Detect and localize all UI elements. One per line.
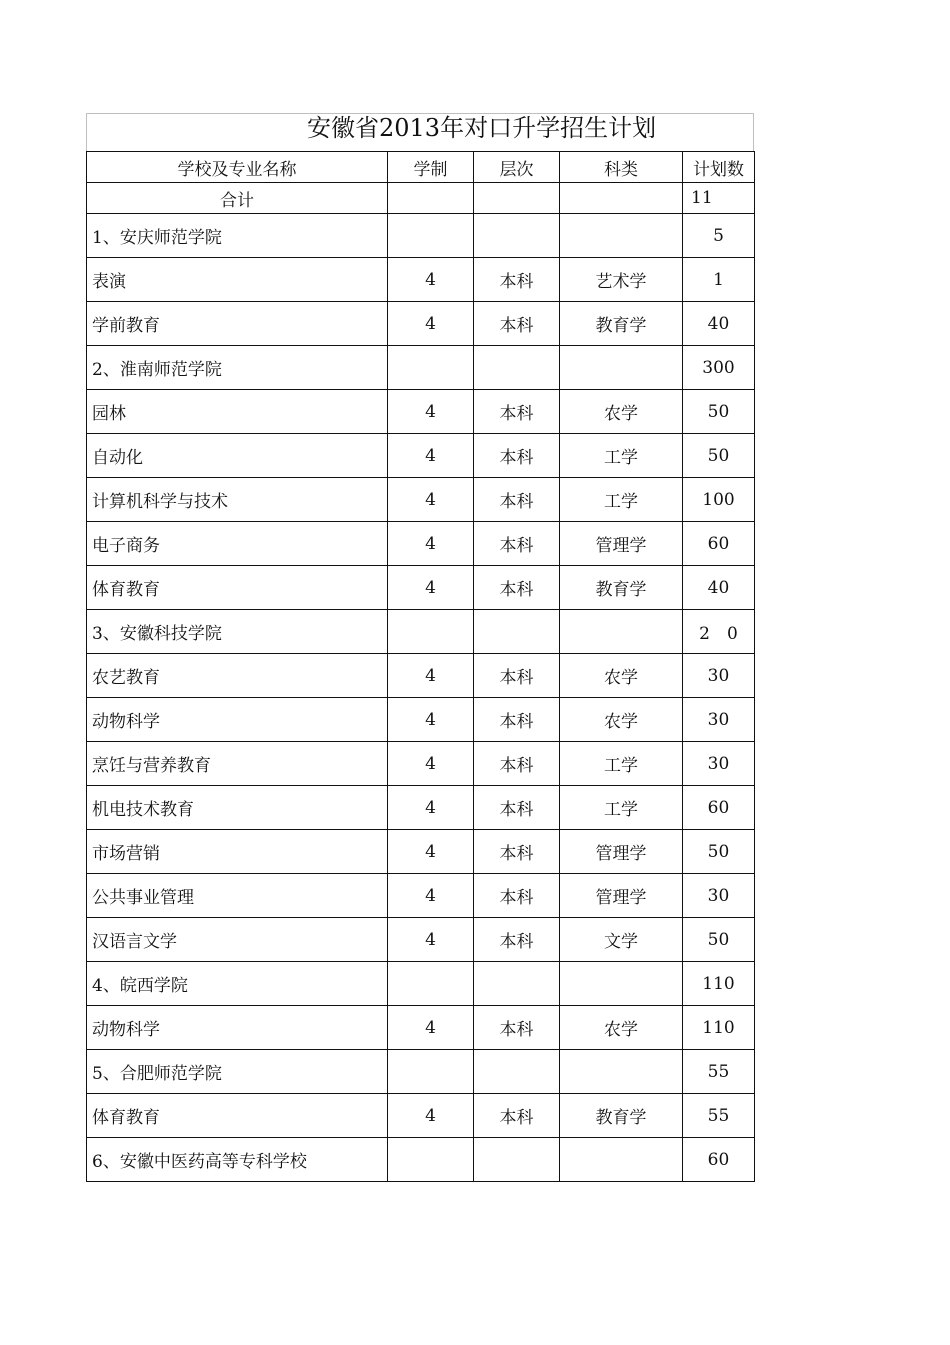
row-plan: 60 [683,786,755,830]
table-row [87,698,755,742]
table-row [87,830,755,874]
row-category [560,962,683,1006]
row-category [560,1050,683,1094]
table-row [87,566,755,610]
total-level [474,183,560,214]
row-length: 4 [388,874,474,918]
row-plan: 50 [683,434,755,478]
row-plan: 60 [683,522,755,566]
table-row [87,1006,755,1050]
row-level [474,214,560,258]
row-category [560,214,683,258]
row-name: 6、安徽中医药高等专科学校 [87,1138,388,1182]
row-category: 管理学 [560,522,683,566]
row-level [474,1138,560,1182]
row-level: 本科 [474,390,560,434]
row-length: 4 [388,434,474,478]
row-name: 表演 [87,258,388,302]
table-row [87,522,755,566]
row-level [474,610,560,654]
row-category: 工学 [560,478,683,522]
row-plan: 30 [683,654,755,698]
row-level: 本科 [474,434,560,478]
total-length [388,183,474,214]
row-name: 4、皖西学院 [87,962,388,1006]
row-name: 体育教育 [87,1094,388,1138]
row-category: 农学 [560,698,683,742]
row-level: 本科 [474,786,560,830]
row-length [388,1138,474,1182]
row-plan: 1 [683,258,755,302]
row-name: 计算机科学与技术 [87,478,388,522]
row-plan: 55 [683,1094,755,1138]
row-length: 4 [388,566,474,610]
row-name: 动物科学 [87,698,388,742]
row-plan: 40 [683,302,755,346]
row-name: 农艺教育 [87,654,388,698]
row-length: 4 [388,918,474,962]
table-row [87,434,755,478]
row-category: 教育学 [560,302,683,346]
row-category: 教育学 [560,566,683,610]
row-level [474,346,560,390]
row-name: 公共事业管理 [87,874,388,918]
row-category: 工学 [560,786,683,830]
row-plan: 5 [683,214,755,258]
row-name: 2、淮南师范学院 [87,346,388,390]
row-level: 本科 [474,258,560,302]
row-name: 1、安庆师范学院 [87,214,388,258]
row-plan: 30 [683,698,755,742]
row-length: 4 [388,830,474,874]
row-length: 4 [388,302,474,346]
row-name: 电子商务 [87,522,388,566]
table-row [87,390,755,434]
row-category: 艺术学 [560,258,683,302]
row-name: 5、合肥师范学院 [87,1050,388,1094]
title-row [86,113,754,151]
table-row [87,1050,755,1094]
row-name: 体育教育 [87,566,388,610]
table-row [87,742,755,786]
row-length [388,1050,474,1094]
row-name: 烹饪与营养教育 [87,742,388,786]
row-plan: 50 [683,830,755,874]
row-level: 本科 [474,302,560,346]
table-row [87,346,755,390]
table-row [87,786,755,830]
row-length [388,610,474,654]
total-category [560,183,683,214]
header-name: 学校及专业名称 [87,152,388,183]
row-name: 学前教育 [87,302,388,346]
row-plan: 60 [683,1138,755,1182]
row-plan: 55 [683,1050,755,1094]
row-length: 4 [388,742,474,786]
row-name: 市场营销 [87,830,388,874]
table-row [87,610,755,654]
row-category: 管理学 [560,874,683,918]
row-category: 工学 [560,434,683,478]
row-level: 本科 [474,830,560,874]
row-level: 本科 [474,1006,560,1050]
table-row [87,918,755,962]
row-level: 本科 [474,742,560,786]
row-level: 本科 [474,654,560,698]
row-plan: 50 [683,918,755,962]
row-length: 4 [388,258,474,302]
table-body [87,152,755,1182]
row-category: 农学 [560,1006,683,1050]
row-length: 4 [388,1094,474,1138]
row-plan: 300 [683,346,755,390]
row-category: 工学 [560,742,683,786]
row-length: 4 [388,786,474,830]
table-row [87,214,755,258]
row-length: 4 [388,522,474,566]
header-level: 层次 [474,152,560,183]
row-category: 农学 [560,654,683,698]
row-level [474,1050,560,1094]
row-plan: 30 [683,874,755,918]
row-category: 教育学 [560,1094,683,1138]
row-plan: 110 [683,1006,755,1050]
row-level: 本科 [474,566,560,610]
row-name: 机电技术教育 [87,786,388,830]
row-category: 文学 [560,918,683,962]
row-length: 4 [388,654,474,698]
row-name: 自动化 [87,434,388,478]
row-category [560,610,683,654]
row-level: 本科 [474,1094,560,1138]
row-level: 本科 [474,918,560,962]
table-row [87,1094,755,1138]
row-plan: 2 0 [683,610,755,654]
header-length: 学制 [388,152,474,183]
table-row [87,654,755,698]
row-category [560,346,683,390]
row-level: 本科 [474,522,560,566]
header-plan: 计划数 [683,152,755,183]
row-name: 动物科学 [87,1006,388,1050]
enrollment-plan-sheet [86,113,754,1182]
row-length: 4 [388,698,474,742]
row-length [388,214,474,258]
table-row [87,258,755,302]
row-level: 本科 [474,698,560,742]
row-category [560,1138,683,1182]
row-level: 本科 [474,874,560,918]
row-category: 农学 [560,390,683,434]
table-row [87,962,755,1006]
row-plan: 50 [683,390,755,434]
row-length: 4 [388,1006,474,1050]
row-level: 本科 [474,478,560,522]
row-length: 4 [388,390,474,434]
row-level [474,962,560,1006]
row-length: 4 [388,478,474,522]
header-category: 科类 [560,152,683,183]
row-plan: 100 [683,478,755,522]
table-row [87,874,755,918]
total-plan: 11 [683,183,755,214]
enrollment-table [86,151,755,1182]
row-length [388,346,474,390]
row-length [388,962,474,1006]
row-category: 管理学 [560,830,683,874]
table-row [87,1138,755,1182]
page-title: 安徽省2013年对口升学招生计划 [307,114,657,142]
table-row [87,302,755,346]
table-row [87,478,755,522]
row-plan: 30 [683,742,755,786]
header-row [87,152,755,183]
row-name: 园林 [87,390,388,434]
row-plan: 110 [683,962,755,1006]
total-row [87,183,755,214]
row-name: 汉语言文学 [87,918,388,962]
row-name: 3、安徽科技学院 [87,610,388,654]
total-label: 合计 [87,183,388,214]
row-plan: 40 [683,566,755,610]
